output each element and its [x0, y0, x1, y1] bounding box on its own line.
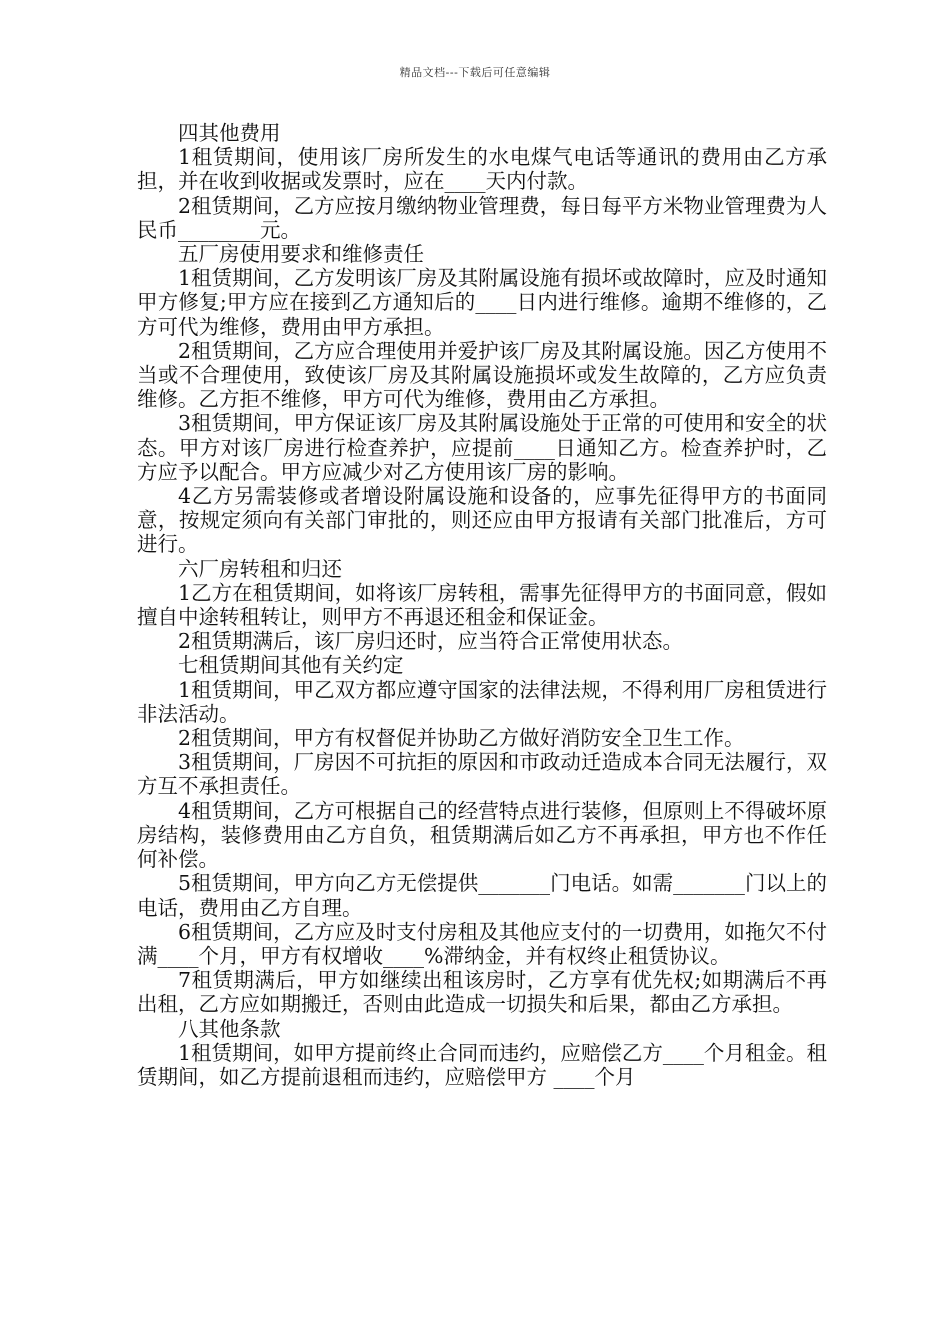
clause-paragraph: 4乙方另需装修或者增设附属设施和设备的，应事先征得甲方的书面同意，按规定须向有关部门审批的，则还应由甲方报请有关部门批准后，方可进行。 [137, 484, 827, 557]
clause-paragraph: 4租赁期间，乙方可根据自己的经营特点进行装修，但原则上不得破坏原房结构，装修费用由乙方自负，租赁期满后如乙方不再承担，甲方也不作任何补偿。 [137, 798, 827, 872]
clause-paragraph: 7租赁期满后，甲方如继续出租该房时，乙方享有优先权;如期满后不再出租，乙方应如期搬迁，否则由此造成一切损失和后果，都由乙方承担。 [137, 968, 827, 1017]
clause-paragraph: 3租赁期间，厂房因不可抗拒的原因和市政动迁造成本合同无法履行，双方互不承担责任。 [137, 750, 827, 799]
clause-paragraph: 3租赁期间，甲方保证该厂房及其附属设施处于正常的可使用和安全的状态。甲方对该厂房进行检查养护，应提前____日通知乙方。检查养护时，乙方应予以配合。甲方应减少对乙方使用该厂房的影响。 [137, 411, 827, 484]
clause-paragraph: 5租赁期间，甲方向乙方无偿提供_______门电话。如需_______门以上的电话，费用由乙方自理。 [137, 871, 827, 920]
clause-paragraph: 2租赁期间，乙方应按月缴纳物业管理费，每日每平方米物业管理费为人民币________元。 [137, 193, 827, 242]
section-heading: 八其他条款 [178, 1016, 281, 1041]
section-heading: 六厂房转租和归还 [178, 556, 342, 581]
section-heading: 四其他费用 [178, 121, 281, 145]
clause-paragraph: 2租赁期间，甲方有权督促并协助乙方做好消防安全卫生工作。 [178, 726, 745, 751]
clause-paragraph: 1租赁期间，甲乙双方都应遵守国家的法律法规，不得利用厂房租赁进行非法活动。 [137, 677, 827, 726]
clause-paragraph: 2租赁期间，乙方应合理使用并爱护该厂房及其附属设施。因乙方使用不当或不合理使用，致使该厂房及其附属设施损坏或发生故障的，乙方应负责维修。乙方拒不维修，甲方可代为维修，费用由乙方承担。 [137, 338, 827, 412]
clause-paragraph: 6租赁期间，乙方应及时支付房租及其他应支付的一切费用，如拖欠不付满____个月，甲方有权增收____%滞纳金，并有权终止租赁协议。 [137, 919, 827, 968]
section-heading: 五厂房使用要求和维修责任 [178, 242, 424, 267]
section-heading: 七租赁期间其他有关约定 [178, 653, 404, 678]
clause-paragraph: 1租赁期间，使用该厂房所发生的水电煤气电话等通讯的费用由乙方承担，并在收到收据或发票时，应在____天内付款。 [137, 145, 827, 194]
page-header: 精品文档---下载后可任意编辑 [399, 66, 551, 79]
document-body [137, 121, 827, 1089]
clause-paragraph: 2租赁期满后，该厂房归还时，应当符合正常使用状态。 [178, 629, 684, 654]
clause-paragraph: 1租赁期间，如甲方提前终止合同而违约，应赔偿乙方____个月租金。租赁期间，如乙方提前退租而违约，应赔偿甲方 ____个月 [137, 1040, 827, 1089]
clause-paragraph: 1租赁期间，乙方发明该厂房及其附属设施有损坏或故障时，应及时通知甲方修复;甲方应在接到乙方通知后的____日内进行维修。逾期不维修的，乙方可代为维修，费用由甲方承担。 [137, 266, 827, 339]
clause-paragraph: 1乙方在租赁期间，如将该厂房转租，需事先征得甲方的书面同意，假如擅自中途转租转让，则甲方不再退还租金和保证金。 [137, 580, 827, 630]
